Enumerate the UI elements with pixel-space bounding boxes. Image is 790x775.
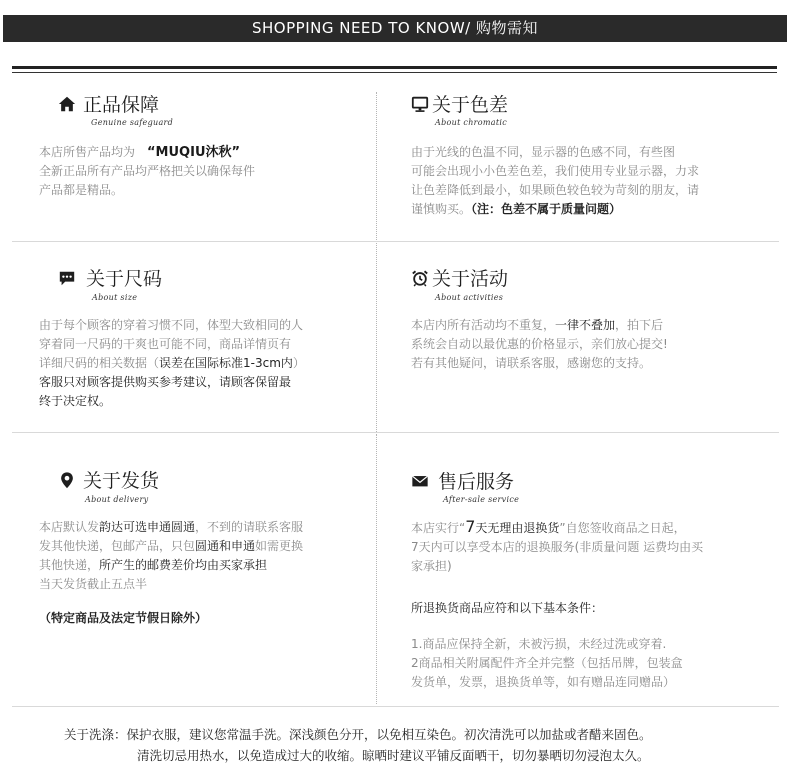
conditions-list (411, 635, 781, 692)
text-line: 详细尺码的相关数据（ (39, 356, 160, 370)
list-item: 1.商品应保持全新，未被污损，未经过洗或穿着. (411, 637, 667, 651)
section-subtitle: About activities (435, 293, 504, 302)
section-body (39, 143, 369, 200)
text-line: 若有其他疑问，请联系客服，感谢您的支持。 (411, 356, 652, 370)
section-subtitle: About delivery (85, 495, 149, 504)
text-line: ，拍下后 (615, 318, 664, 332)
section-title-size (57, 264, 162, 291)
row-divider (12, 241, 779, 242)
text-line: 谨慎购买。 (411, 202, 472, 216)
section-title-after-sale (410, 467, 514, 494)
text-line: 由于光线的色温不同，显示器的色感不同，有些图 (411, 145, 676, 159)
text-line: 可能会出现小小色差色差，我们使用专业显示器，力求 (411, 164, 700, 178)
header-rule-thick (12, 66, 777, 69)
text-line: 本店内所有活动均不重复， (411, 318, 556, 332)
header-rule-thin (12, 72, 777, 73)
section-subtitle: Genuine safeguard (91, 118, 174, 127)
section-title-genuine (57, 90, 159, 117)
row-divider (12, 432, 779, 433)
text-line: ”自您签收商品之日起， (559, 521, 686, 535)
text-line: 由于每个顾客的穿着习惯不同，体型大致相同的人 (39, 318, 304, 332)
text-line: 本店默认发 (39, 520, 100, 534)
brand-name: “MUQIU沐秋” (147, 145, 241, 160)
text-line: 让色差降低到最小，如果顾色较色较为苛刻的朋友，请 (411, 183, 700, 197)
text-line: 家承担) (411, 559, 452, 573)
list-item: 发货单，发票，退换货单等，如有赠品连同赠品） (411, 675, 676, 689)
text-line: 7天内可以享受本店的退换服务(非质量问题 运费均由买 (411, 540, 704, 554)
text-line: 其他快递， (39, 558, 100, 572)
monitor-icon (410, 94, 430, 114)
text-line: 产品都是精品。 (39, 183, 124, 197)
text-line: ，不到的请联系客服 (195, 520, 304, 534)
text-line: 本店实行“ (411, 521, 466, 535)
section-title-text: 关于活动 (432, 268, 509, 290)
text-line: 当天发货截止五点半 (39, 577, 148, 591)
list-item: 2商品相关附属配件齐全并完整（包括吊牌，包装盒 (411, 656, 683, 670)
section-body (39, 518, 369, 594)
exception-note: （特定商品及法定节假日除外） (39, 611, 208, 625)
envelope-icon (410, 471, 430, 491)
row-divider (12, 706, 779, 707)
text-line: 终于决定权。 (39, 394, 112, 408)
text-line: 全新正品所有产品均严格把关以确保每件 (39, 164, 256, 178)
section-body (39, 316, 369, 411)
section-title-activities (410, 264, 508, 291)
header-bar (3, 15, 787, 42)
section-body (411, 517, 781, 576)
header-title: SHOPPING NEED TO KNOW/ 购物需知 (252, 19, 538, 37)
text-line: 发其他快递，包邮产品，只包 (39, 539, 196, 553)
section-title-text: 关于色差 (432, 94, 509, 116)
highlight-text: 所产生的邮费差价均由买家承担 (99, 558, 268, 572)
column-divider (376, 243, 377, 432)
washing-instructions-line-1: 关于洗涤：保护衣服，建议您常温手洗。深浅颜色分开，以免相互染色。初次清洗可以加盐或者醋来固色。 (64, 727, 652, 742)
section-body (411, 316, 781, 373)
washing-instructions-line-2: 清洗切忌用热水，以免造成过大的收缩。晾晒时建议平铺反面晒干，切勿暴晒切勿浸泡太久。 (137, 748, 650, 763)
section-subtitle: About chromatic (435, 118, 508, 127)
location-pin-icon (57, 470, 77, 490)
text-line: 客服只对顾客提供购买参考建议，请顾客保留最 (39, 375, 292, 389)
note-text: （注：色差不属于质量问题） (471, 202, 622, 216)
section-title-chromatic (410, 90, 508, 117)
highlight-text: 7 (465, 517, 476, 536)
home-icon (57, 94, 77, 114)
section-title-text: 售后服务 (438, 471, 515, 493)
text-line: 系统会自动以最优惠的价格显示，亲们放心提交! (411, 337, 668, 351)
highlight-text: 误差在国际标准1-3cm内 (159, 356, 293, 370)
section-body (411, 143, 781, 219)
text-line: 如需更换 (255, 539, 304, 553)
text-line: 本店所售产品均为 (39, 145, 136, 159)
text-line: ） (292, 356, 305, 370)
section-title-text: 关于发货 (83, 470, 160, 492)
section-title-text: 正品保障 (83, 94, 160, 116)
conditions-heading: 所退换货商品应符和以下基本条件： (411, 601, 604, 615)
alarm-clock-icon (410, 268, 430, 288)
text-line: 穿着同一尺码的干爽也可能不同，商品详情页有 (39, 337, 292, 351)
highlight-text: 圆通和申通 (195, 539, 256, 553)
highlight-text: 一律不叠加 (555, 318, 616, 332)
column-divider (376, 92, 377, 240)
section-subtitle: After-sale service (443, 495, 520, 504)
column-divider (376, 434, 377, 704)
highlight-text: 天无理由退换货 (475, 521, 560, 535)
chat-bubble-icon (57, 268, 77, 288)
section-subtitle: About size (92, 293, 138, 302)
section-title-text: 关于尺码 (86, 268, 163, 290)
section-title-delivery (57, 466, 159, 493)
highlight-text: 韵达可选申通圆通 (99, 520, 196, 534)
